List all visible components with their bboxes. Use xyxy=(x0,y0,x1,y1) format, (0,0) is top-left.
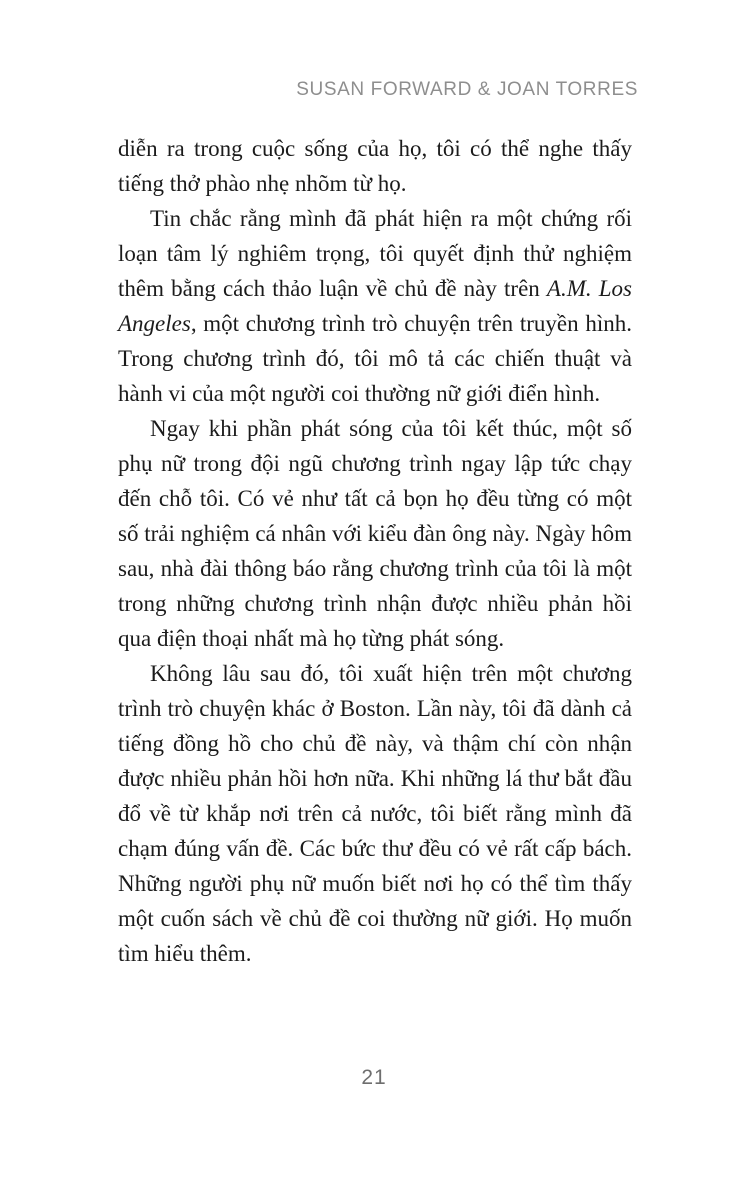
paragraph xyxy=(118,131,632,201)
paragraph xyxy=(118,411,632,656)
text-run: diễn ra trong cuộc sống của họ, tôi có thể nghe thấy tiếng thở phào nhẹ nhõm từ họ. xyxy=(118,136,632,196)
text-run: Không lâu sau đó, tôi xuất hiện trên một chương trình trò chuyện khác ở Boston. Lần này, tôi đã dành cả tiếng đồng hồ cho chủ đề này, và thậm chí còn nhận được nhiều phản hồi hơn nữa. Khi những lá thư bắt đầu đổ về từ khắp nơi trên cả nước, tôi biết rằng mình đã chạm đúng vấn đề. Các bức thư đều có vẻ rất cấp bách. Những người phụ nữ muốn biết nơi họ có thể tìm thấy một cuốn sách về chủ đề coi thường nữ giới. Họ muốn tìm hiểu thêm. xyxy=(118,661,632,966)
paragraph xyxy=(118,656,632,971)
paragraph xyxy=(118,201,632,411)
page-number: 21 xyxy=(361,1066,387,1089)
text-block xyxy=(118,131,632,971)
text-run: Tin chắc rằng mình đã phát hiện ra một chứng rối loạn tâm lý nghiêm trọng, tôi quyết định thử nghiệm thêm bằng cách thảo luận về chủ đề này trên xyxy=(118,206,632,301)
text-run: Ngay khi phần phát sóng của tôi kết thúc, một số phụ nữ trong đội ngũ chương trình ngay lập tức chạy đến chỗ tôi. Có vẻ như tất cả bọn họ đều từng có một số trải nghiệm cá nhân với kiểu đàn ông này. Ngày hôm sau, nhà đài thông báo rằng chương trình của tôi là một trong những chương trình nhận được nhiều phản hồi qua điện thoại nhất mà họ từng phát sóng. xyxy=(118,416,632,651)
running-header-author-names: SUSAN FORWARD & JOAN TORRES xyxy=(296,79,638,100)
text-run: , một chương trình trò chuyện trên truyền hình. Trong chương trình đó, tôi mô tả các chiến thuật và hành vi của một người coi thường nữ giới điển hình. xyxy=(118,311,632,406)
show-title-italic: A.M. Los Angeles xyxy=(118,276,632,336)
